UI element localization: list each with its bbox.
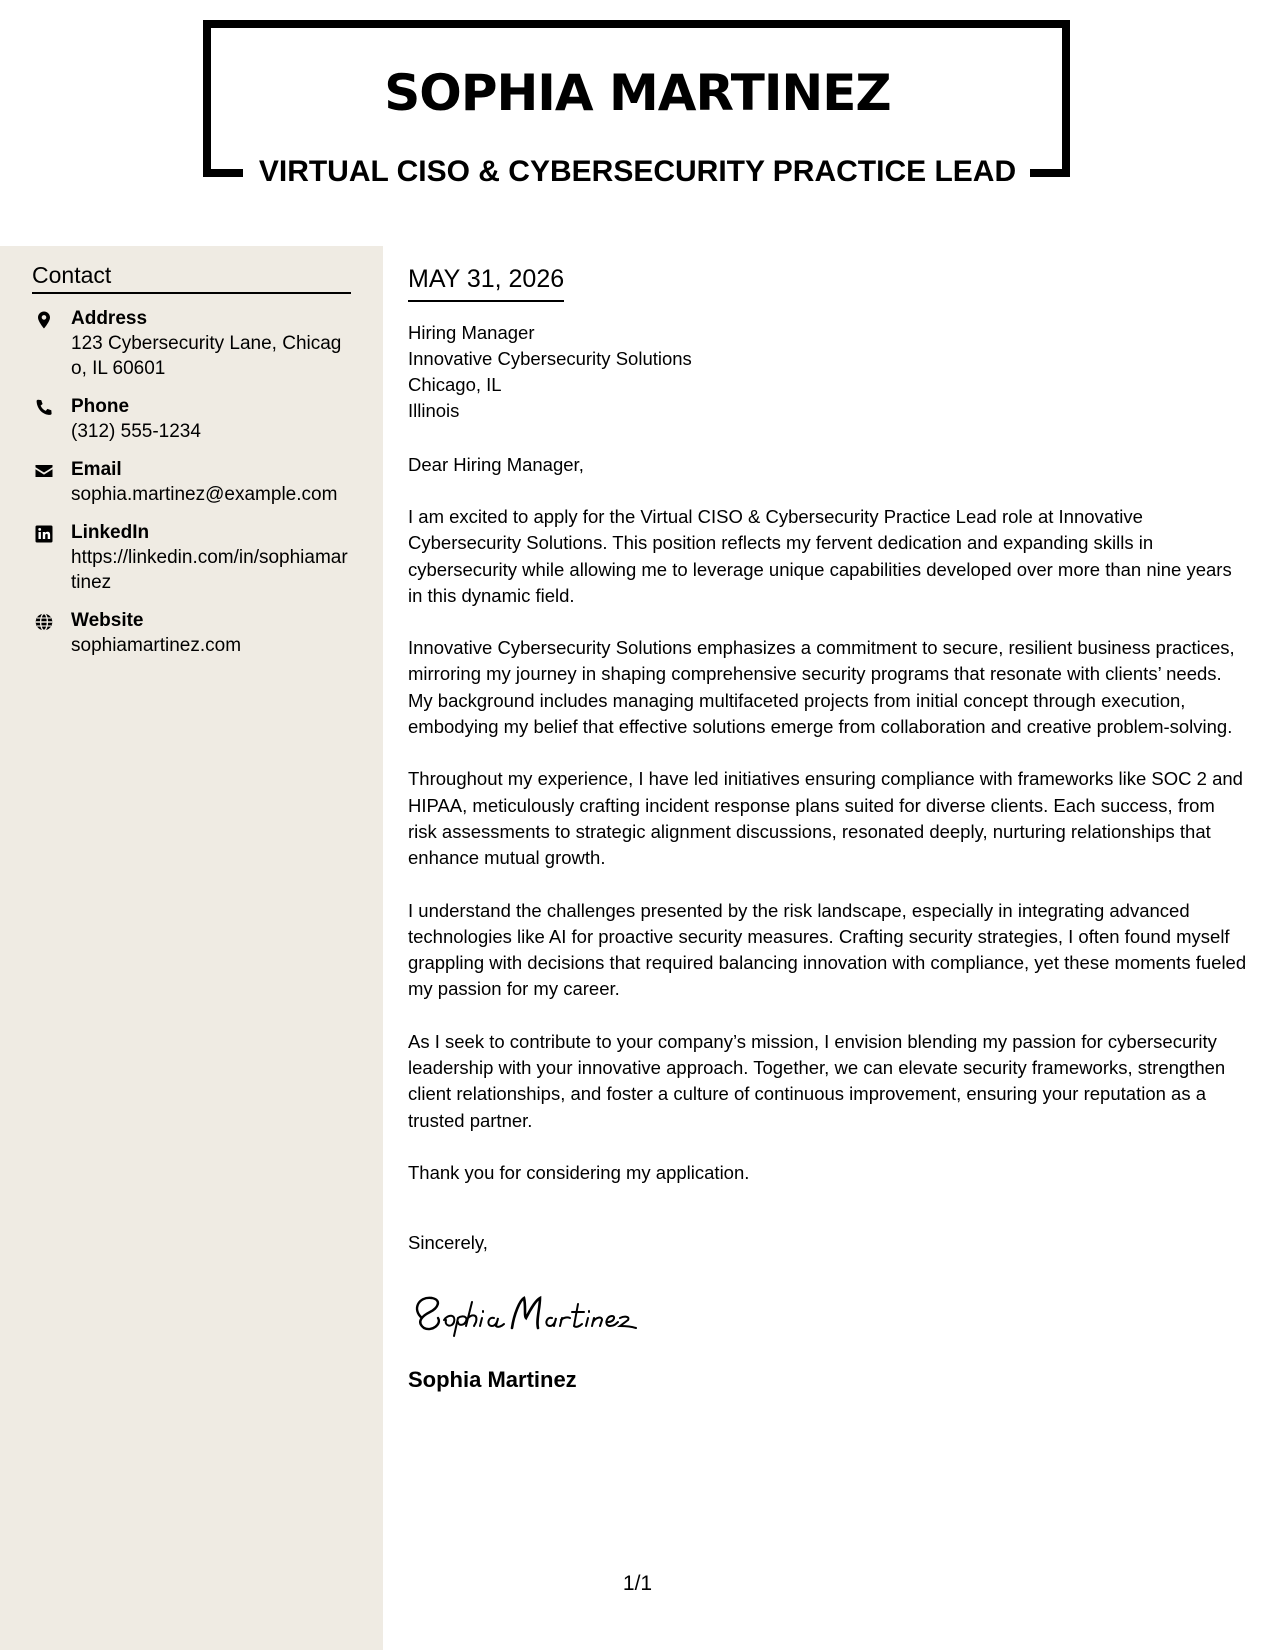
website-value[interactable]: sophiamartinez.com	[71, 635, 242, 656]
recipient-block	[408, 320, 1248, 424]
phone-value: (312) 555-1234	[71, 421, 201, 442]
linkedin-icon	[34, 524, 54, 544]
map-pin-icon	[34, 310, 54, 330]
contact-sidebar	[0, 246, 383, 1650]
contact-label: Address	[71, 308, 148, 329]
body-paragraph: I am excited to apply for the Virtual CISO & Cybersecurity Practice Lead role at Innovative Cybersecurity Solutions. This position reflects my fervent dedication and expanding skills in cybersecurity while allowing me to leverage unique capabilities developed over more than nine years in this dynamic field.	[408, 506, 1232, 606]
contact-item-address	[32, 306, 352, 381]
signer-name: Sophia Martinez	[408, 1367, 577, 1393]
linkedin-value[interactable]: https://linkedin.com/in/sophiamartinez	[71, 547, 348, 593]
page-number: 1/1	[622, 1572, 653, 1595]
address-value: 123 Cybersecurity Lane, Chicago, IL 60601	[71, 333, 342, 379]
body-paragraph: I understand the challenges presented by the risk landscape, especially in integrating advanced technologies like AI for proactive security measures. Crafting security strategies, I often found myself grappling with decisions that required balancing innovation with compliance, yet these moments fueled my passion for my career.	[408, 899, 1247, 1000]
globe-icon	[34, 612, 54, 632]
contact-item-phone	[32, 394, 352, 444]
job-title: VIRTUAL CISO & CYBERSECURITY PRACTICE LEAD	[258, 155, 1017, 188]
applicant-name: SOPHIA MARTINEZ	[384, 64, 891, 122]
email-value[interactable]: sophia.martinez@example.com	[71, 484, 338, 505]
envelope-icon	[34, 461, 54, 481]
contact-heading: Contact	[32, 260, 351, 294]
contact-list	[32, 306, 352, 671]
contact-label: Email	[71, 459, 122, 480]
letter-body	[408, 262, 1248, 1395]
closing: Sincerely,	[408, 1232, 488, 1254]
body-paragraph: Thank you for considering my application.	[408, 1161, 750, 1183]
recipient-line: Hiring Manager	[408, 322, 535, 343]
letter-date: MAY 31, 2026	[408, 262, 564, 302]
body-paragraph: As I seek to contribute to your company’s mission, I envision blending my passion for cybersecurity leadership with your innovative approach. Together, we can elevate security frameworks, strengthen client relationships, and foster a culture of continuous improvement, ensuring your reputation as a trusted partner.	[408, 1030, 1226, 1131]
body-paragraph: Throughout my experience, I have led initiatives ensuring compliance with frameworks like SOC 2 and HIPAA, meticulously crafting incident response plans suited for diverse clients. Each success, from risk assessments to strategic alignment discussions, resonated deeply, nurturing relationships that enhance mutual growth.	[408, 768, 1243, 869]
phone-icon	[34, 398, 54, 418]
header	[0, 0, 1275, 230]
contact-item-website	[32, 608, 352, 658]
recipient-line: Innovative Cybersecurity Solutions	[408, 348, 692, 369]
contact-label: LinkedIn	[71, 522, 150, 543]
contact-item-linkedin	[32, 520, 352, 595]
body-paragraph: Innovative Cybersecurity Solutions emphasizes a commitment to secure, resilient business practices, mirroring my journey in shaping comprehensive security programs that resonate with clients’ needs. My background includes managing multifaceted projects from initial concept through execution, embodying my belief that effective solutions emerge from collaboration and creative problem-solving.	[408, 637, 1235, 738]
handwritten-signature	[408, 1288, 668, 1338]
contact-item-email	[32, 457, 352, 507]
recipient-line: Illinois	[408, 400, 460, 421]
recipient-line: Chicago, IL	[408, 374, 502, 395]
contact-label: Phone	[71, 396, 130, 417]
greeting: Dear Hiring Manager,	[408, 454, 584, 475]
contact-label: Website	[71, 610, 144, 631]
